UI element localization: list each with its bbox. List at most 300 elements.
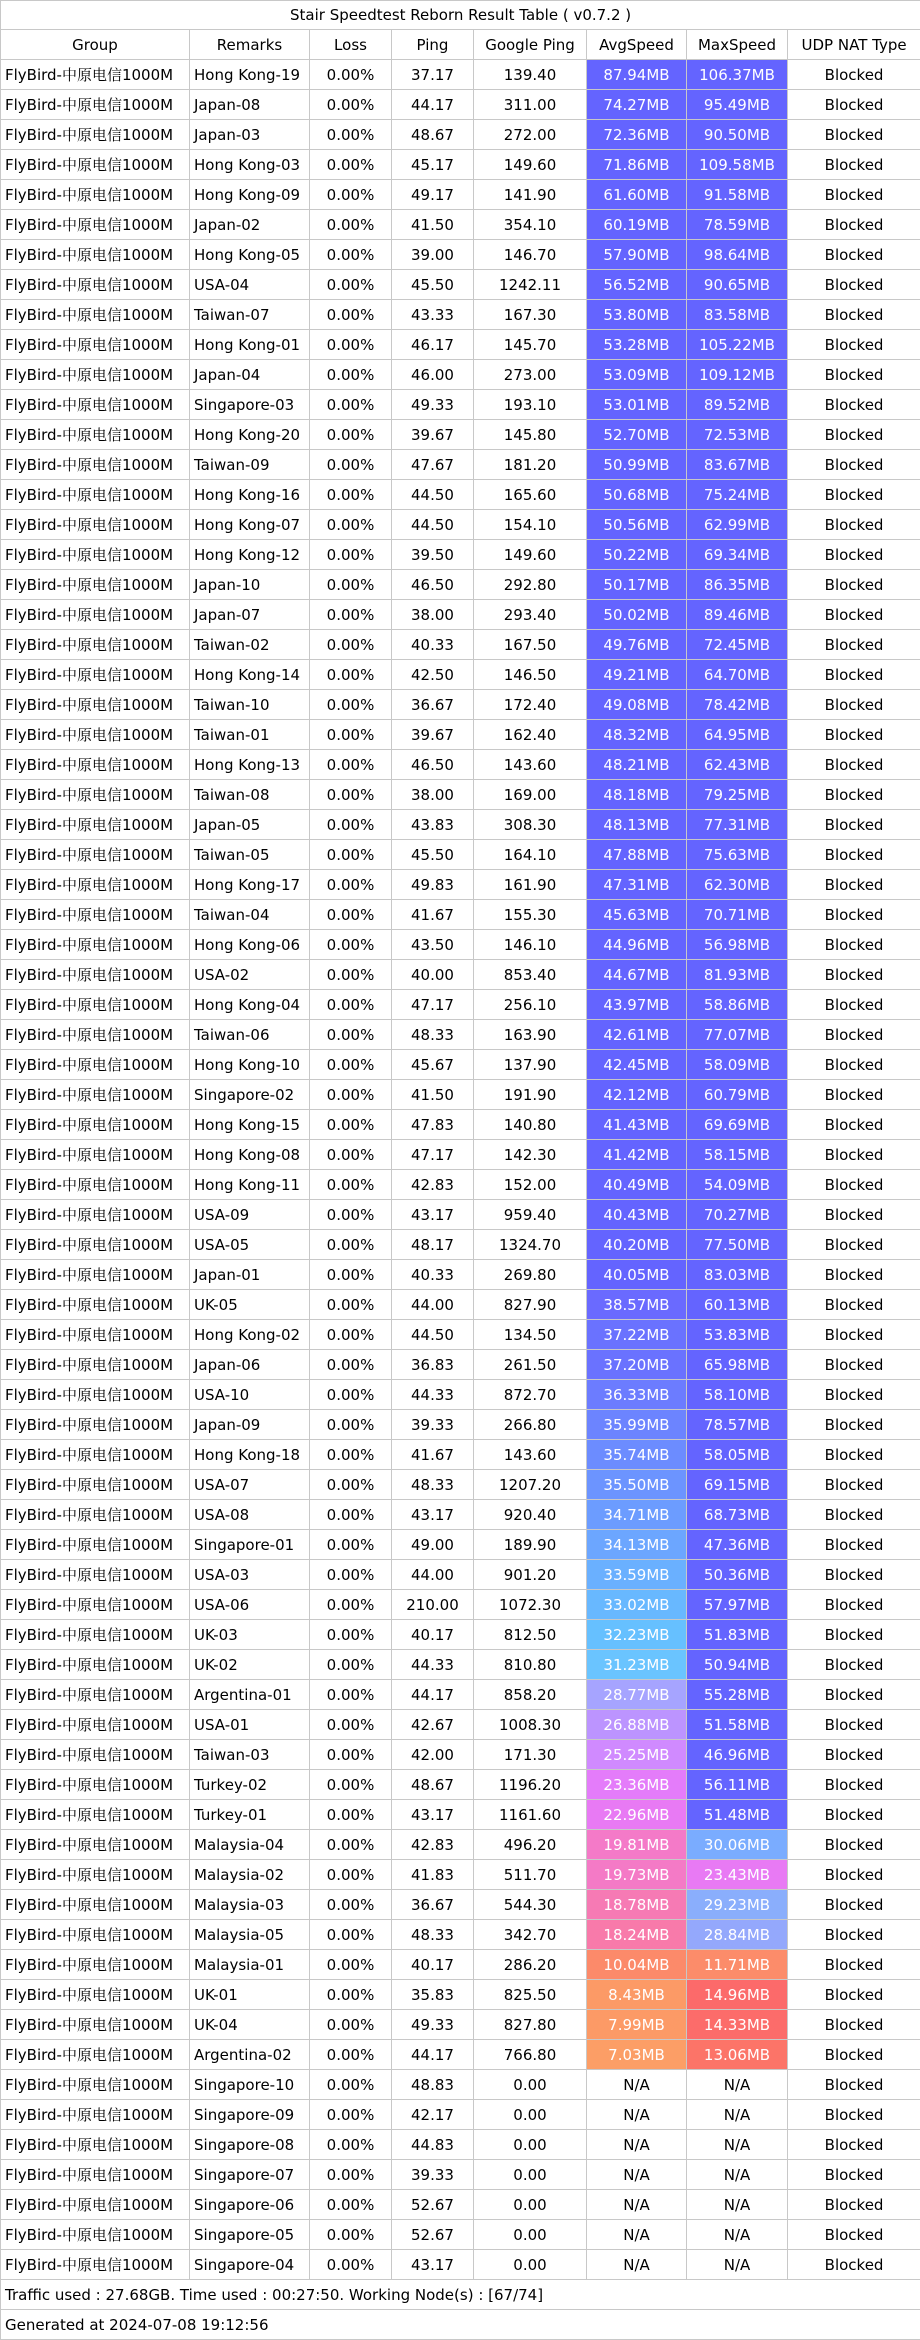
cell-avg-speed: 44.67MB (587, 960, 687, 990)
cell-max-speed: 75.24MB (687, 480, 788, 510)
cell-group: FlyBird-中原电信1000M (1, 2100, 190, 2130)
cell-loss: 0.00% (310, 1080, 392, 1110)
cell-max-speed: 109.12MB (687, 360, 788, 390)
cell-udp-nat: Blocked (788, 840, 920, 870)
cell-avg-speed: 74.27MB (587, 90, 687, 120)
cell-avg-speed: 60.19MB (587, 210, 687, 240)
cell-group: FlyBird-中原电信1000M (1, 840, 190, 870)
cell-avg-speed: 35.50MB (587, 1470, 687, 1500)
table-row (1, 90, 920, 120)
cell-avg-speed: N/A (587, 2190, 687, 2220)
table-row (1, 1230, 920, 1260)
cell-ping: 49.00 (392, 1530, 474, 1560)
cell-max-speed: 75.63MB (687, 840, 788, 870)
cell-remarks: Taiwan-05 (190, 840, 310, 870)
cell-group: FlyBird-中原电信1000M (1, 1530, 190, 1560)
cell-remarks: Hong Kong-07 (190, 510, 310, 540)
cell-avg-speed: 31.23MB (587, 1650, 687, 1680)
table-row (1, 180, 920, 210)
cell-loss: 0.00% (310, 1680, 392, 1710)
cell-loss: 0.00% (310, 1650, 392, 1680)
cell-avg-speed: N/A (587, 2250, 687, 2280)
cell-loss: 0.00% (310, 480, 392, 510)
table-row (1, 720, 920, 750)
cell-group: FlyBird-中原电信1000M (1, 1860, 190, 1890)
cell-udp-nat: Blocked (788, 900, 920, 930)
cell-group: FlyBird-中原电信1000M (1, 930, 190, 960)
cell-remarks: Hong Kong-16 (190, 480, 310, 510)
cell-group: FlyBird-中原电信1000M (1, 1020, 190, 1050)
cell-group: FlyBird-中原电信1000M (1, 750, 190, 780)
cell-ping: 43.50 (392, 930, 474, 960)
cell-remarks: UK-03 (190, 1620, 310, 1650)
cell-google-ping: 825.50 (474, 1980, 587, 2010)
cell-max-speed: 54.09MB (687, 1170, 788, 1200)
cell-google-ping: 162.40 (474, 720, 587, 750)
cell-udp-nat: Blocked (788, 1140, 920, 1170)
cell-ping: 42.67 (392, 1710, 474, 1740)
table-row (1, 750, 920, 780)
table-row (1, 2100, 920, 2130)
cell-udp-nat: Blocked (788, 1200, 920, 1230)
cell-udp-nat: Blocked (788, 1710, 920, 1740)
cell-udp-nat: Blocked (788, 1980, 920, 2010)
cell-max-speed: 50.36MB (687, 1560, 788, 1590)
cell-remarks: Malaysia-03 (190, 1890, 310, 1920)
cell-ping: 40.33 (392, 1260, 474, 1290)
table-row (1, 2130, 920, 2160)
cell-google-ping: 149.60 (474, 150, 587, 180)
table-row (1, 600, 920, 630)
cell-remarks: Hong Kong-20 (190, 420, 310, 450)
cell-ping: 44.33 (392, 1380, 474, 1410)
cell-max-speed: 62.99MB (687, 510, 788, 540)
cell-google-ping: 1072.30 (474, 1590, 587, 1620)
cell-udp-nat: Blocked (788, 210, 920, 240)
cell-max-speed: 50.94MB (687, 1650, 788, 1680)
cell-google-ping: 155.30 (474, 900, 587, 930)
cell-loss: 0.00% (310, 1140, 392, 1170)
cell-remarks: Taiwan-04 (190, 900, 310, 930)
table-row (1, 1710, 920, 1740)
cell-google-ping: 171.30 (474, 1740, 587, 1770)
cell-group: FlyBird-中原电信1000M (1, 1050, 190, 1080)
cell-avg-speed: 61.60MB (587, 180, 687, 210)
cell-ping: 42.50 (392, 660, 474, 690)
cell-udp-nat: Blocked (788, 660, 920, 690)
cell-ping: 46.00 (392, 360, 474, 390)
cell-group: FlyBird-中原电信1000M (1, 480, 190, 510)
cell-remarks: USA-01 (190, 1710, 310, 1740)
cell-google-ping: 143.60 (474, 750, 587, 780)
table-row (1, 1890, 920, 1920)
cell-remarks: Argentina-02 (190, 2040, 310, 2070)
cell-google-ping: 0.00 (474, 2160, 587, 2190)
cell-remarks: Hong Kong-14 (190, 660, 310, 690)
table-row (1, 450, 920, 480)
cell-group: FlyBird-中原电信1000M (1, 2190, 190, 2220)
cell-ping: 47.67 (392, 450, 474, 480)
cell-group: FlyBird-中原电信1000M (1, 1500, 190, 1530)
cell-loss: 0.00% (310, 1980, 392, 2010)
cell-loss: 0.00% (310, 1290, 392, 1320)
cell-avg-speed: 28.77MB (587, 1680, 687, 1710)
table-row (1, 1980, 920, 2010)
cell-ping: 48.67 (392, 120, 474, 150)
cell-avg-speed: N/A (587, 2070, 687, 2100)
cell-remarks: Hong Kong-19 (190, 60, 310, 90)
cell-max-speed: 64.95MB (687, 720, 788, 750)
col-header-group: Group (1, 30, 190, 60)
cell-udp-nat: Blocked (788, 1620, 920, 1650)
cell-google-ping: 0.00 (474, 2100, 587, 2130)
cell-loss: 0.00% (310, 1440, 392, 1470)
cell-group: FlyBird-中原电信1000M (1, 900, 190, 930)
cell-udp-nat: Blocked (788, 360, 920, 390)
cell-max-speed: 53.83MB (687, 1320, 788, 1350)
cell-group: FlyBird-中原电信1000M (1, 360, 190, 390)
table-row (1, 1860, 920, 1890)
cell-remarks: Turkey-02 (190, 1770, 310, 1800)
cell-loss: 0.00% (310, 1170, 392, 1200)
cell-google-ping: 165.60 (474, 480, 587, 510)
cell-ping: 44.50 (392, 480, 474, 510)
cell-avg-speed: 53.28MB (587, 330, 687, 360)
cell-group: FlyBird-中原电信1000M (1, 1920, 190, 1950)
cell-remarks: USA-08 (190, 1500, 310, 1530)
table-row (1, 1590, 920, 1620)
cell-avg-speed: 53.80MB (587, 300, 687, 330)
cell-udp-nat: Blocked (788, 150, 920, 180)
cell-max-speed: 58.09MB (687, 1050, 788, 1080)
cell-group: FlyBird-中原电信1000M (1, 2130, 190, 2160)
cell-avg-speed: 50.68MB (587, 480, 687, 510)
cell-remarks: USA-10 (190, 1380, 310, 1410)
cell-group: FlyBird-中原电信1000M (1, 630, 190, 660)
table-row (1, 630, 920, 660)
table-row (1, 900, 920, 930)
cell-udp-nat: Blocked (788, 180, 920, 210)
cell-avg-speed: 42.45MB (587, 1050, 687, 1080)
cell-avg-speed: 49.76MB (587, 630, 687, 660)
cell-google-ping: 191.90 (474, 1080, 587, 1110)
cell-max-speed: 57.97MB (687, 1590, 788, 1620)
cell-loss: 0.00% (310, 930, 392, 960)
table-row (1, 840, 920, 870)
cell-remarks: Taiwan-08 (190, 780, 310, 810)
cell-loss: 0.00% (310, 630, 392, 660)
cell-group: FlyBird-中原电信1000M (1, 540, 190, 570)
cell-google-ping: 853.40 (474, 960, 587, 990)
traffic-summary: Traffic used : 27.68GB. Time used : 00:27:50. Working Node(s) : [67/74] (1, 2280, 920, 2310)
cell-remarks: Malaysia-01 (190, 1950, 310, 1980)
cell-max-speed: 58.05MB (687, 1440, 788, 1470)
cell-google-ping: 827.90 (474, 1290, 587, 1320)
cell-udp-nat: Blocked (788, 1770, 920, 1800)
cell-remarks: Hong Kong-03 (190, 150, 310, 180)
cell-udp-nat: Blocked (788, 1830, 920, 1860)
table-row (1, 1680, 920, 1710)
cell-loss: 0.00% (310, 540, 392, 570)
cell-google-ping: 269.80 (474, 1260, 587, 1290)
table-row (1, 1470, 920, 1500)
cell-ping: 47.17 (392, 990, 474, 1020)
cell-max-speed: 81.93MB (687, 960, 788, 990)
cell-loss: 0.00% (310, 450, 392, 480)
cell-max-speed: 83.58MB (687, 300, 788, 330)
cell-remarks: Singapore-08 (190, 2130, 310, 2160)
cell-remarks: Hong Kong-18 (190, 1440, 310, 1470)
cell-remarks: Japan-05 (190, 810, 310, 840)
cell-ping: 40.17 (392, 1620, 474, 1650)
table-row (1, 570, 920, 600)
cell-ping: 42.00 (392, 1740, 474, 1770)
cell-udp-nat: Blocked (788, 1950, 920, 1980)
cell-group: FlyBird-中原电信1000M (1, 960, 190, 990)
cell-udp-nat: Blocked (788, 1800, 920, 1830)
cell-google-ping: 1207.20 (474, 1470, 587, 1500)
cell-group: FlyBird-中原电信1000M (1, 1440, 190, 1470)
cell-google-ping: 0.00 (474, 2190, 587, 2220)
cell-loss: 0.00% (310, 1320, 392, 1350)
table-body (1, 60, 920, 2280)
cell-group: FlyBird-中原电信1000M (1, 1350, 190, 1380)
cell-max-speed: 98.64MB (687, 240, 788, 270)
table-row (1, 540, 920, 570)
cell-remarks: Singapore-02 (190, 1080, 310, 1110)
cell-max-speed: 106.37MB (687, 60, 788, 90)
cell-udp-nat: Blocked (788, 1470, 920, 1500)
cell-avg-speed: 72.36MB (587, 120, 687, 150)
cell-group: FlyBird-中原电信1000M (1, 60, 190, 90)
cell-group: FlyBird-中原电信1000M (1, 660, 190, 690)
cell-google-ping: 292.80 (474, 570, 587, 600)
cell-remarks: Japan-04 (190, 360, 310, 390)
cell-remarks: Turkey-01 (190, 1800, 310, 1830)
cell-max-speed: 56.11MB (687, 1770, 788, 1800)
cell-remarks: Hong Kong-08 (190, 1140, 310, 1170)
cell-ping: 41.50 (392, 210, 474, 240)
cell-ping: 41.67 (392, 1440, 474, 1470)
cell-avg-speed: N/A (587, 2100, 687, 2130)
cell-avg-speed: 57.90MB (587, 240, 687, 270)
cell-group: FlyBird-中原电信1000M (1, 2040, 190, 2070)
cell-udp-nat: Blocked (788, 540, 920, 570)
cell-udp-nat: Blocked (788, 240, 920, 270)
cell-avg-speed: 47.88MB (587, 840, 687, 870)
cell-udp-nat: Blocked (788, 300, 920, 330)
cell-group: FlyBird-中原电信1000M (1, 1770, 190, 1800)
cell-remarks: Japan-08 (190, 90, 310, 120)
cell-avg-speed: 38.57MB (587, 1290, 687, 1320)
cell-ping: 41.50 (392, 1080, 474, 1110)
cell-avg-speed: 23.36MB (587, 1770, 687, 1800)
cell-loss: 0.00% (310, 1410, 392, 1440)
cell-max-speed: 79.25MB (687, 780, 788, 810)
cell-max-speed: 78.59MB (687, 210, 788, 240)
cell-google-ping: 311.00 (474, 90, 587, 120)
cell-avg-speed: 35.74MB (587, 1440, 687, 1470)
cell-group: FlyBird-中原电信1000M (1, 1380, 190, 1410)
cell-udp-nat: Blocked (788, 2070, 920, 2100)
table-row (1, 1320, 920, 1350)
cell-group: FlyBird-中原电信1000M (1, 1140, 190, 1170)
cell-avg-speed: 52.70MB (587, 420, 687, 450)
cell-loss: 0.00% (310, 720, 392, 750)
cell-udp-nat: Blocked (788, 1590, 920, 1620)
cell-avg-speed: 49.08MB (587, 690, 687, 720)
cell-google-ping: 858.20 (474, 1680, 587, 1710)
cell-udp-nat: Blocked (788, 810, 920, 840)
cell-group: FlyBird-中原电信1000M (1, 2220, 190, 2250)
cell-ping: 43.17 (392, 1800, 474, 1830)
cell-max-speed: 11.71MB (687, 1950, 788, 1980)
cell-google-ping: 920.40 (474, 1500, 587, 1530)
cell-max-speed: 78.42MB (687, 690, 788, 720)
cell-max-speed: 77.50MB (687, 1230, 788, 1260)
cell-remarks: USA-03 (190, 1560, 310, 1590)
table-row (1, 1410, 920, 1440)
cell-max-speed: 51.58MB (687, 1710, 788, 1740)
cell-google-ping: 134.50 (474, 1320, 587, 1350)
cell-udp-nat: Blocked (788, 1410, 920, 1440)
table-row (1, 870, 920, 900)
cell-udp-nat: Blocked (788, 90, 920, 120)
cell-group: FlyBird-中原电信1000M (1, 510, 190, 540)
cell-ping: 48.33 (392, 1470, 474, 1500)
cell-udp-nat: Blocked (788, 2010, 920, 2040)
cell-loss: 0.00% (310, 660, 392, 690)
cell-udp-nat: Blocked (788, 1440, 920, 1470)
cell-udp-nat: Blocked (788, 630, 920, 660)
col-header-max-speed: MaxSpeed (687, 30, 788, 60)
cell-remarks: Malaysia-04 (190, 1830, 310, 1860)
cell-avg-speed: 25.25MB (587, 1740, 687, 1770)
cell-udp-nat: Blocked (788, 60, 920, 90)
col-header-ping: Ping (392, 30, 474, 60)
cell-ping: 47.17 (392, 1140, 474, 1170)
cell-group: FlyBird-中原电信1000M (1, 810, 190, 840)
table-row (1, 1620, 920, 1650)
cell-google-ping: 143.60 (474, 1440, 587, 1470)
cell-ping: 52.67 (392, 2190, 474, 2220)
table-row (1, 1560, 920, 1590)
cell-google-ping: 1161.60 (474, 1800, 587, 1830)
table-row (1, 1110, 920, 1140)
cell-google-ping: 154.10 (474, 510, 587, 540)
cell-google-ping: 193.10 (474, 390, 587, 420)
cell-loss: 0.00% (310, 1500, 392, 1530)
cell-avg-speed: 7.99MB (587, 2010, 687, 2040)
cell-loss: 0.00% (310, 1260, 392, 1290)
cell-ping: 44.00 (392, 1560, 474, 1590)
table-row (1, 1350, 920, 1380)
table-row (1, 990, 920, 1020)
cell-group: FlyBird-中原电信1000M (1, 300, 190, 330)
cell-ping: 39.67 (392, 420, 474, 450)
cell-group: FlyBird-中原电信1000M (1, 690, 190, 720)
cell-ping: 44.50 (392, 510, 474, 540)
cell-group: FlyBird-中原电信1000M (1, 600, 190, 630)
table-row (1, 960, 920, 990)
cell-max-speed: 83.03MB (687, 1260, 788, 1290)
cell-max-speed: N/A (687, 2070, 788, 2100)
cell-ping: 44.17 (392, 2040, 474, 2070)
cell-google-ping: 146.70 (474, 240, 587, 270)
cell-remarks: Malaysia-05 (190, 1920, 310, 1950)
cell-remarks: USA-04 (190, 270, 310, 300)
cell-avg-speed: 18.24MB (587, 1920, 687, 1950)
cell-max-speed: 89.52MB (687, 390, 788, 420)
cell-google-ping: 293.40 (474, 600, 587, 630)
cell-udp-nat: Blocked (788, 570, 920, 600)
cell-google-ping: 164.10 (474, 840, 587, 870)
cell-ping: 44.33 (392, 1650, 474, 1680)
cell-avg-speed: 26.88MB (587, 1710, 687, 1740)
cell-udp-nat: Blocked (788, 1020, 920, 1050)
cell-max-speed: 69.34MB (687, 540, 788, 570)
cell-max-speed: 91.58MB (687, 180, 788, 210)
cell-group: FlyBird-中原电信1000M (1, 990, 190, 1020)
cell-ping: 43.17 (392, 1500, 474, 1530)
table-row (1, 1380, 920, 1410)
table-row (1, 2040, 920, 2070)
cell-ping: 35.83 (392, 1980, 474, 2010)
cell-loss: 0.00% (310, 600, 392, 630)
cell-group: FlyBird-中原电信1000M (1, 180, 190, 210)
cell-ping: 46.50 (392, 750, 474, 780)
cell-avg-speed: 42.61MB (587, 1020, 687, 1050)
cell-remarks: Japan-06 (190, 1350, 310, 1380)
cell-max-speed: 105.22MB (687, 330, 788, 360)
cell-remarks: UK-01 (190, 1980, 310, 2010)
cell-remarks: Taiwan-09 (190, 450, 310, 480)
table-row (1, 1140, 920, 1170)
cell-google-ping: 149.60 (474, 540, 587, 570)
cell-group: FlyBird-中原电信1000M (1, 270, 190, 300)
cell-google-ping: 0.00 (474, 2130, 587, 2160)
cell-ping: 41.83 (392, 1860, 474, 1890)
cell-ping: 48.83 (392, 2070, 474, 2100)
cell-loss: 0.00% (310, 1740, 392, 1770)
cell-group: FlyBird-中原电信1000M (1, 1740, 190, 1770)
cell-google-ping: 189.90 (474, 1530, 587, 1560)
cell-remarks: Japan-07 (190, 600, 310, 630)
cell-avg-speed: 36.33MB (587, 1380, 687, 1410)
table-row (1, 1650, 920, 1680)
cell-avg-speed: 41.43MB (587, 1110, 687, 1140)
cell-remarks: Singapore-07 (190, 2160, 310, 2190)
cell-remarks: Hong Kong-05 (190, 240, 310, 270)
cell-group: FlyBird-中原电信1000M (1, 1200, 190, 1230)
cell-google-ping: 142.30 (474, 1140, 587, 1170)
cell-udp-nat: Blocked (788, 2160, 920, 2190)
cell-avg-speed: 71.86MB (587, 150, 687, 180)
cell-ping: 36.67 (392, 690, 474, 720)
cell-group: FlyBird-中原电信1000M (1, 1170, 190, 1200)
cell-ping: 45.50 (392, 270, 474, 300)
table-row (1, 1770, 920, 1800)
cell-max-speed: 86.35MB (687, 570, 788, 600)
cell-udp-nat: Blocked (788, 1890, 920, 1920)
cell-remarks: UK-02 (190, 1650, 310, 1680)
cell-avg-speed: 8.43MB (587, 1980, 687, 2010)
cell-udp-nat: Blocked (788, 270, 920, 300)
cell-udp-nat: Blocked (788, 2130, 920, 2160)
cell-ping: 44.17 (392, 1680, 474, 1710)
cell-avg-speed: 56.52MB (587, 270, 687, 300)
table-row (1, 1950, 920, 1980)
